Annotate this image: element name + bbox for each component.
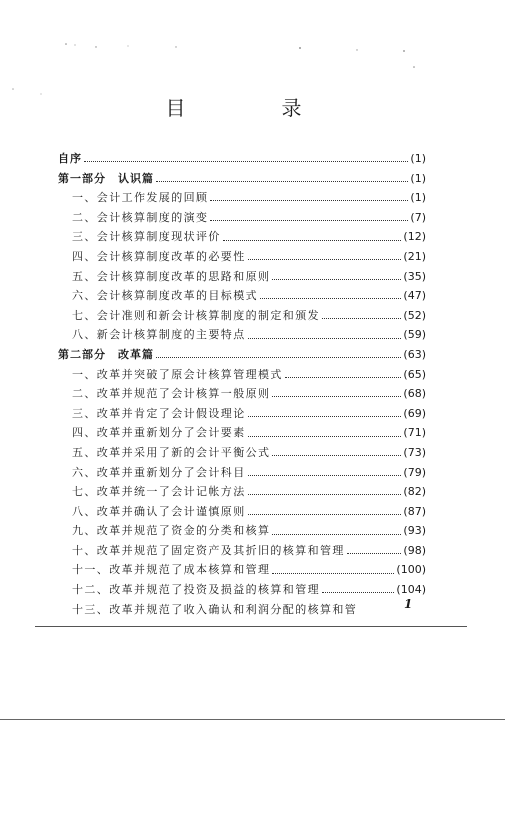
toc-item-row <box>58 325 426 345</box>
toc-page-number: (1) <box>410 152 426 165</box>
toc-item-row <box>58 560 426 580</box>
toc-entry-title: 七、改革并统一了会计记帐方法 <box>72 485 246 499</box>
dot-leader <box>285 377 402 378</box>
dot-leader <box>272 396 401 397</box>
toc-page-number: (69) <box>403 406 426 420</box>
dot-leader <box>248 494 402 495</box>
toc-item-row <box>58 423 426 443</box>
dot-leader <box>248 436 402 437</box>
dot-leader <box>272 455 401 456</box>
toc-entry-title: 十二、改革并规范了投资及损益的核算和管理 <box>72 583 320 597</box>
toc-item-row <box>58 267 426 287</box>
toc-entry-title: 七、会计准则和新会计核算制度的制定和颁发 <box>72 308 320 322</box>
table-of-contents <box>58 149 426 619</box>
toc-page-number: (12) <box>403 230 426 244</box>
dot-leader <box>322 318 401 319</box>
toc-page-number: (59) <box>403 328 426 342</box>
dot-leader <box>248 514 402 515</box>
toc-page-number: (100) <box>396 563 426 577</box>
toc-item-row <box>58 443 426 463</box>
toc-entry-title: 一、会计工作发展的回顾 <box>72 191 209 205</box>
toc-entry-title: 十一、改革并规范了成本核算和管理 <box>72 563 271 577</box>
toc-section-row <box>58 345 426 365</box>
dot-leader <box>272 534 401 535</box>
toc-page-number: (93) <box>403 524 426 538</box>
toc-entry-title: 一、改革并突破了原会计核算管理模式 <box>72 367 283 381</box>
toc-item-row <box>58 286 426 306</box>
toc-entry-title: 四、改革并重新划分了会计要素 <box>72 426 246 440</box>
scan-edge-line <box>0 719 505 720</box>
toc-page-number: (21) <box>403 249 426 263</box>
dot-leader <box>347 553 402 554</box>
toc-page-number: (71) <box>403 426 426 440</box>
dot-leader <box>322 592 394 593</box>
toc-entry-title: 六、改革并重新划分了会计科目 <box>72 465 246 479</box>
toc-entry-title: 三、改革并肯定了会计假设理论 <box>72 406 246 420</box>
toc-entry-title: 二、会计核算制度的演变 <box>72 210 209 224</box>
dot-leader <box>156 181 408 182</box>
toc-entry-title: 十、改革并规范了固定资产及其折旧的核算和管理 <box>72 543 345 557</box>
toc-item-row <box>58 365 426 385</box>
toc-page-number: (98) <box>403 543 426 557</box>
dot-leader <box>248 475 402 476</box>
toc-page-number: (7) <box>410 210 426 224</box>
toc-item-row <box>58 384 426 404</box>
toc-entry-title: 第一部分 认识篇 <box>58 171 154 185</box>
toc-page-number: (82) <box>403 485 426 499</box>
dot-leader <box>248 416 402 417</box>
toc-item-row <box>58 502 426 522</box>
toc-page-number: (35) <box>403 269 426 283</box>
toc-entry-title: 五、改革并采用了新的会计平衡公式 <box>72 445 271 459</box>
toc-page-number: (52) <box>403 308 426 322</box>
toc-page-number: (1) <box>410 171 426 185</box>
page-title: 目 录 <box>165 96 340 120</box>
dot-leader <box>272 279 401 280</box>
bottom-rule <box>35 626 467 627</box>
dot-leader <box>210 200 408 201</box>
toc-item-row <box>58 521 426 541</box>
dot-leader <box>272 573 394 574</box>
toc-entry-title: 六、会计核算制度改革的目标模式 <box>72 289 258 303</box>
toc-page-number: (68) <box>403 387 426 401</box>
dot-leader <box>248 338 402 339</box>
toc-item-row <box>58 227 426 247</box>
dot-leader <box>84 161 408 162</box>
toc-entry-title: 第二部分 改革篇 <box>58 347 154 361</box>
toc-page-number: (87) <box>403 504 426 518</box>
toc-item-row <box>58 482 426 502</box>
toc-item-row <box>58 600 426 620</box>
toc-page-number: (79) <box>403 465 426 479</box>
toc-page-number: (1) <box>410 191 426 205</box>
toc-entry-title: 四、会计核算制度改革的必要性 <box>72 249 246 263</box>
toc-item-row <box>58 208 426 228</box>
toc-item-row <box>58 306 426 326</box>
toc-page-number: (104) <box>396 583 426 597</box>
toc-page-number: (63) <box>403 347 426 361</box>
toc-entry-title: 八、改革并确认了会计谨慎原则 <box>72 504 246 518</box>
dot-leader <box>210 220 408 221</box>
dot-leader <box>223 240 402 241</box>
toc-section-row <box>58 149 426 169</box>
toc-page-number: (65) <box>403 367 426 381</box>
toc-page-number: (47) <box>403 289 426 303</box>
dot-leader <box>156 357 401 358</box>
toc-item-row <box>58 404 426 424</box>
toc-item-row <box>58 247 426 267</box>
dot-leader <box>248 259 402 260</box>
toc-entry-title: 二、改革并规范了会计核算一般原则 <box>72 387 271 401</box>
toc-section-row <box>58 169 426 189</box>
toc-entry-title: 自序 <box>58 152 82 165</box>
toc-item-row <box>58 463 426 483</box>
toc-entry-title: 十三、改革并规范了收入确认和利润分配的核算和管 <box>72 602 358 616</box>
toc-entry-title: 三、会计核算制度现状评价 <box>72 230 221 244</box>
page-number: 1 <box>404 597 413 611</box>
toc-item-row <box>58 580 426 600</box>
dot-leader <box>260 298 401 299</box>
toc-page-number: (73) <box>403 445 426 459</box>
toc-item-row <box>58 541 426 561</box>
toc-entry-title: 九、改革并规范了资金的分类和核算 <box>72 524 271 538</box>
toc-entry-title: 五、会计核算制度改革的思路和原则 <box>72 269 271 283</box>
toc-item-row <box>58 188 426 208</box>
toc-entry-title: 八、新会计核算制度的主要特点 <box>72 328 246 342</box>
